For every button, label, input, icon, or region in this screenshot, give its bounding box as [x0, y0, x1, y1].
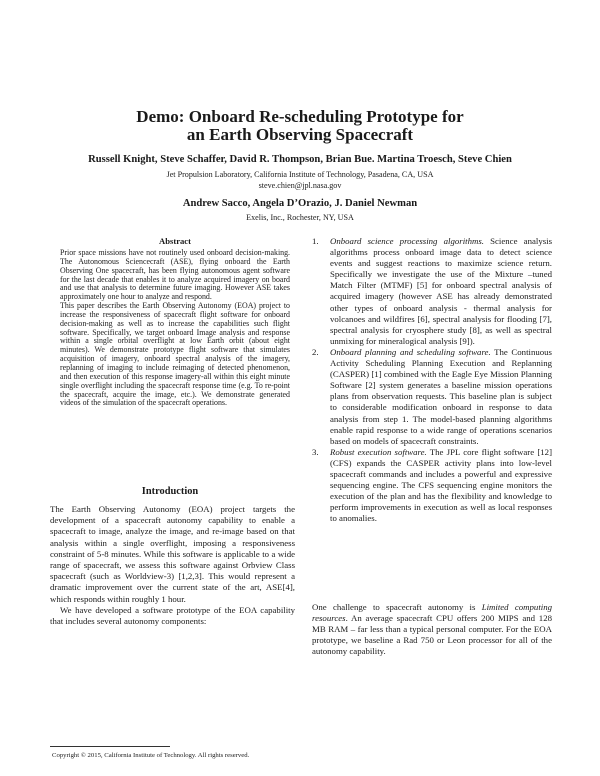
list-item: [312, 347, 552, 447]
introduction-paragraph-2: We have developed a software prototype of the EOA capability that includes several autonomy components:: [50, 604, 295, 627]
list-item-number: 2.: [312, 346, 319, 357]
list-item-number: 3.: [312, 446, 319, 457]
abstract-heading: Abstract: [159, 236, 191, 246]
copyright-notice: Copyright © 2015, California Institute of Technology. All rights reserved.: [52, 752, 250, 759]
closing-paragraph: [312, 602, 552, 657]
list-item: [312, 447, 552, 525]
paper-title: [60, 108, 540, 144]
author-list-1: Russell Knight, Steve Schaffer, David R. Thompson, Brian Bue. Martina Troesch, Steve Chien: [88, 154, 512, 165]
list-item-body: The Continuous Activity Scheduling Planning Execution and Replanning (CASPER) [1] combined with the Eagle Eye Mission Planning Software [2] system generates a baseline mission operations plans from observation requests. This baseline plan is subject to considerable modification onboard in response to data analysis from step 1. The model-based planning algorithms enable rapid response to a wide range of operations scenarios based on models of spacecraft constraints.: [330, 346, 552, 446]
closing-suffix: . An average spacecraft CPU offers 200 MIPS and 128 MB RAM – far less than a typical personal computer. For the EOA prototype, we baseline a Rad 750 or Leon processor for all of the autonomy capability.: [312, 613, 552, 657]
affiliation-2: Exelis, Inc., Rochester, NY, USA: [246, 213, 354, 222]
introduction-body: [50, 504, 295, 627]
closing-emphasis: Limited computing resources: [312, 602, 553, 624]
list-item-body: Science analysis algorithms process onboard image data to detect science events and suggest reactions to maximize science return. Specifically we investigate the use of the Mixture –tuned Match Filter (MTMF) [5] for onboard spectral analysis of acquired imagery (however ASE has already demonstrated other types of onboard analysis - thermal analysis for volcanoes and wildfires [6], spectral analysis for flooding [7], spectral analysis for cryosphere study [8], as well as spectral unmixing for mineralogical analysis [9]).: [330, 236, 553, 346]
list-item-title: Robust execution software.: [330, 446, 427, 457]
introduction-paragraph-1: The Earth Observing Autonomy (EOA) project targets the development of a spacecraft autonomy capability to enable a spacecraft to image, analyze the image, and re-image based on that analysis within a single overflight, imposing a responsiveness constraint of 5-8 minutes. While this software is applicable to a wide range of spacecraft, we assess this software against Orbview Class spacecraft (such as Worldview-3) [1,2,3]. This would represent a dramatic improvement over the current state of the art, ASE[4], which responds within roughly 1 hour.: [50, 504, 295, 604]
components-list: [312, 236, 552, 524]
title-line-2: an Earth Observing Spacecraft: [186, 125, 414, 144]
abstract-paragraph-2: This paper describes the Earth Observing Autonomy (EOA) project to increase the responsiveness of spacecraft flight software for onboard decision-making as well as to increase the capabilities such flight software. Specifically, we target onboard Image analysis and response within a single orbital overflight at low Earth orbit (about eight minutes). We demonstrate prototype flight software that simulates acquisition of imagery, onboard spectral analysis of the imagery, replanning of imaging to include reimaging of detected phenomenon, and then execution of this response imagery-all within this eight minute single overflight including the spacecraft response time (e.g. To re-point the spacecraft, acquire the image, etc.). We demonstrate generated videos of the simulation of the spacecraft operations.: [60, 301, 290, 408]
author-list-2: Andrew Sacco, Angela D’Orazio, J. Daniel Newman: [182, 198, 418, 209]
list-item-title: Onboard science processing algorithms.: [330, 236, 484, 246]
title-line-1: Demo: Onboard Re-scheduling Prototype for: [136, 107, 464, 126]
abstract-paragraph-1: Prior space missions have not routinely used onboard decision-making. The Autonomous Sciencecraft (ASE), flying onboard the Earth Observing One spacecraft, has been flying autonomous agent software for the last decade that enables it to analyze acquired imagery on board and use that analysis to determine future imaging. However ASE takes approximately one hour to analyze and respond.: [60, 248, 290, 302]
list-item-body: The JPL core flight software [12] (CFS) expands the CASPER activity plans into low-level spacecraft commands and includes a powerful and expressive sequencing engine. The CFS sequencing engine monitors the execution of the plan and has the flexibility and knowledge to perform improvements in execution as well as local responses to anomalies.: [330, 446, 552, 524]
footnote-rule: [50, 746, 170, 747]
list-item-title: Onboard planning and scheduling software.: [330, 346, 491, 357]
introduction-heading: Introduction: [141, 486, 199, 497]
affiliation-1: Jet Propulsion Laboratory, California Institute of Technology, Pasadena, CA, USA: [166, 170, 434, 179]
contact-email: steve.chien@jpl.nasa.gov: [258, 181, 342, 190]
list-item-number: 1.: [312, 236, 319, 246]
abstract-body: [60, 249, 290, 408]
list-item: [312, 236, 552, 347]
closing-prefix: One challenge to spacecraft autonomy is: [312, 602, 482, 612]
